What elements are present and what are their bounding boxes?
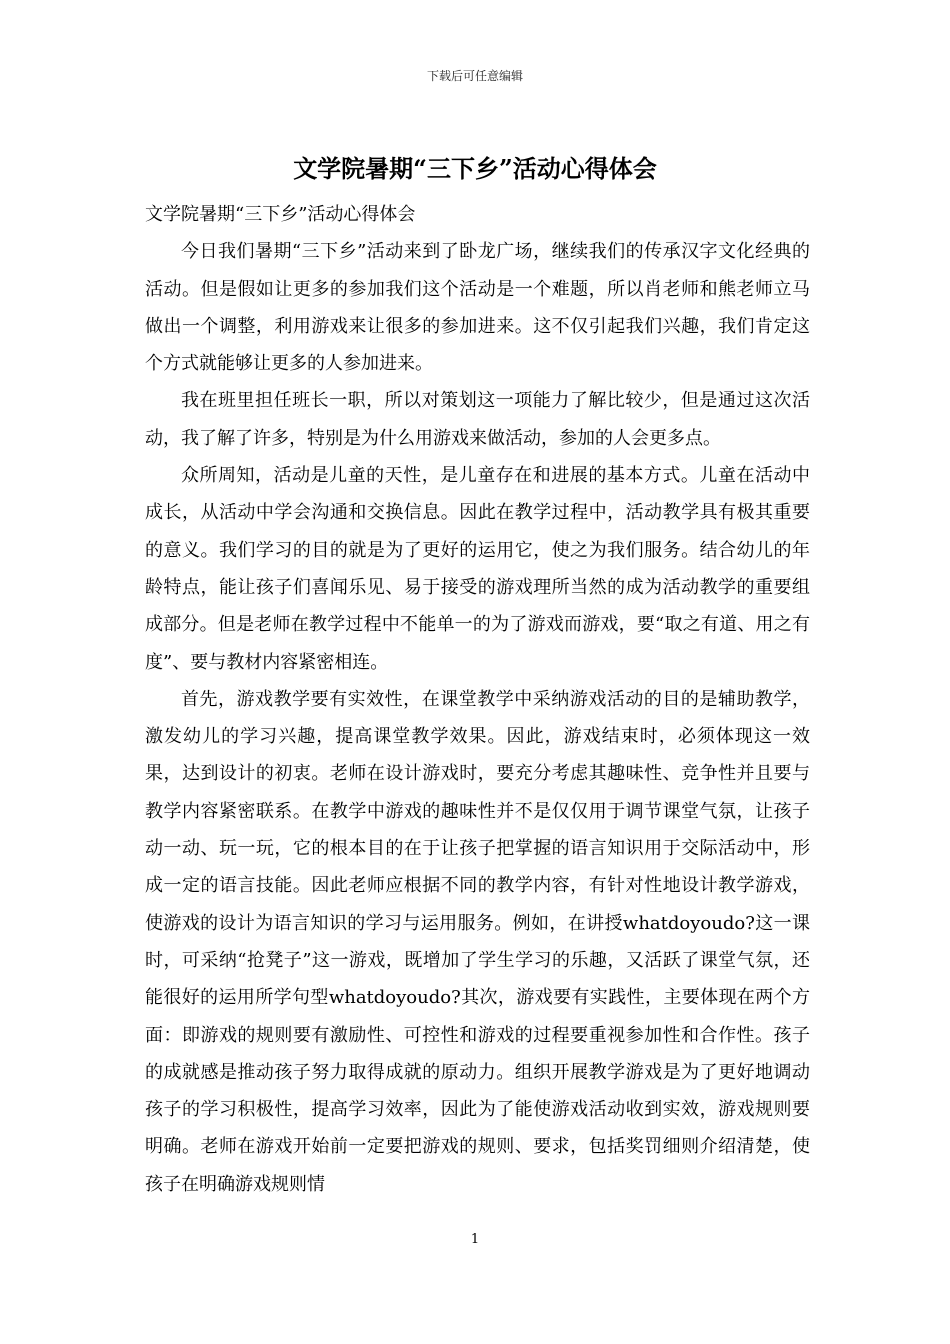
paragraph: 我在班里担任班长一职，所以对策划这一项能力了解比较少，但是通过这次活动，我了解了许多，特别是为什么用游戏来做活动，参加的人会更多点。 (145, 390, 810, 449)
document-body (145, 196, 810, 1203)
paragraph: 今日我们暑期“三下乡”活动来到了卧龙广场，继续我们的传承汉字文化经典的活动。但是假如让更多的参加我们这个活动是一个难题，所以肖老师和熊老师立马做出一个调整，利用游戏来让很多的参加进来。这不仅引起我们兴趣，我们肯定这个方式就能够让更多的人参加进来。 (145, 241, 810, 375)
document-subtitle: 文学院暑期“三下乡”活动心得体会 (145, 204, 416, 225)
paragraph: 首先，游戏教学要有实效性，在课堂教学中采纳游戏活动的目的是辅助教学，激发幼儿的学习兴趣，提高课堂教学效果。因此，游戏结束时，必须体现这一效果，达到设计的初衷。老师在设计游戏时，要充分考虑其趣味性、竞争性并且要与教学内容紧密联系。在教学中游戏的趣味性并不是仅仅用于调节课堂气氛，让孩子动一动、玩一玩，它的根本目的在于让孩子把掌握的语言知识用于交际活动中，形成一定的语言技能。因此老师应根据不同的教学内容，有针对性地设计教学游戏，使游戏的设计为语言知识的学习与运用服务。例如，在讲授whatdoyoudo?这一课时，可采纳“抢凳子”这一游戏，既增加了学生学习的乐趣，又活跃了课堂气氛，还能很好的运用所学句型whatdoyoudo?其次，游戏要有实践性，主要体现在两个方面：即游戏的规则要有激励性、可控性和游戏的过程要重视参加性和合作性。孩子的成就感是推动孩子努力取得成就的原动力。组织开展教学游戏是为了更好地调动孩子的学习积极性，提高学习效率，因此为了能使游戏活动收到实效，游戏规则要明确。老师在游戏开始前一定要把游戏的规则、要求，包括奖罚细则介绍清楚，使孩子在明确游戏规则情 (145, 688, 810, 1195)
paragraph: 众所周知，活动是儿童的天性，是儿童存在和进展的基本方式。儿童在活动中成长，从活动中学会沟通和交换信息。因此在教学过程中，活动教学具有极其重要的意义。我们学习的目的就是为了更好的运用它，使之为我们服务。结合幼儿的年龄特点，能让孩子们喜闻乐见、易于接受的游戏理所当然的成为活动教学的重要组成部分。但是老师在教学过程中不能单一的为了游戏而游戏，要“取之有道、用之有度”、要与教材内容紧密相连。 (145, 465, 810, 673)
document-title: 文学院暑期“三下乡”活动心得体会 (293, 154, 657, 183)
page-number: 1 (470, 1232, 480, 1247)
page-header: 下载后可任意编辑 (426, 69, 523, 83)
